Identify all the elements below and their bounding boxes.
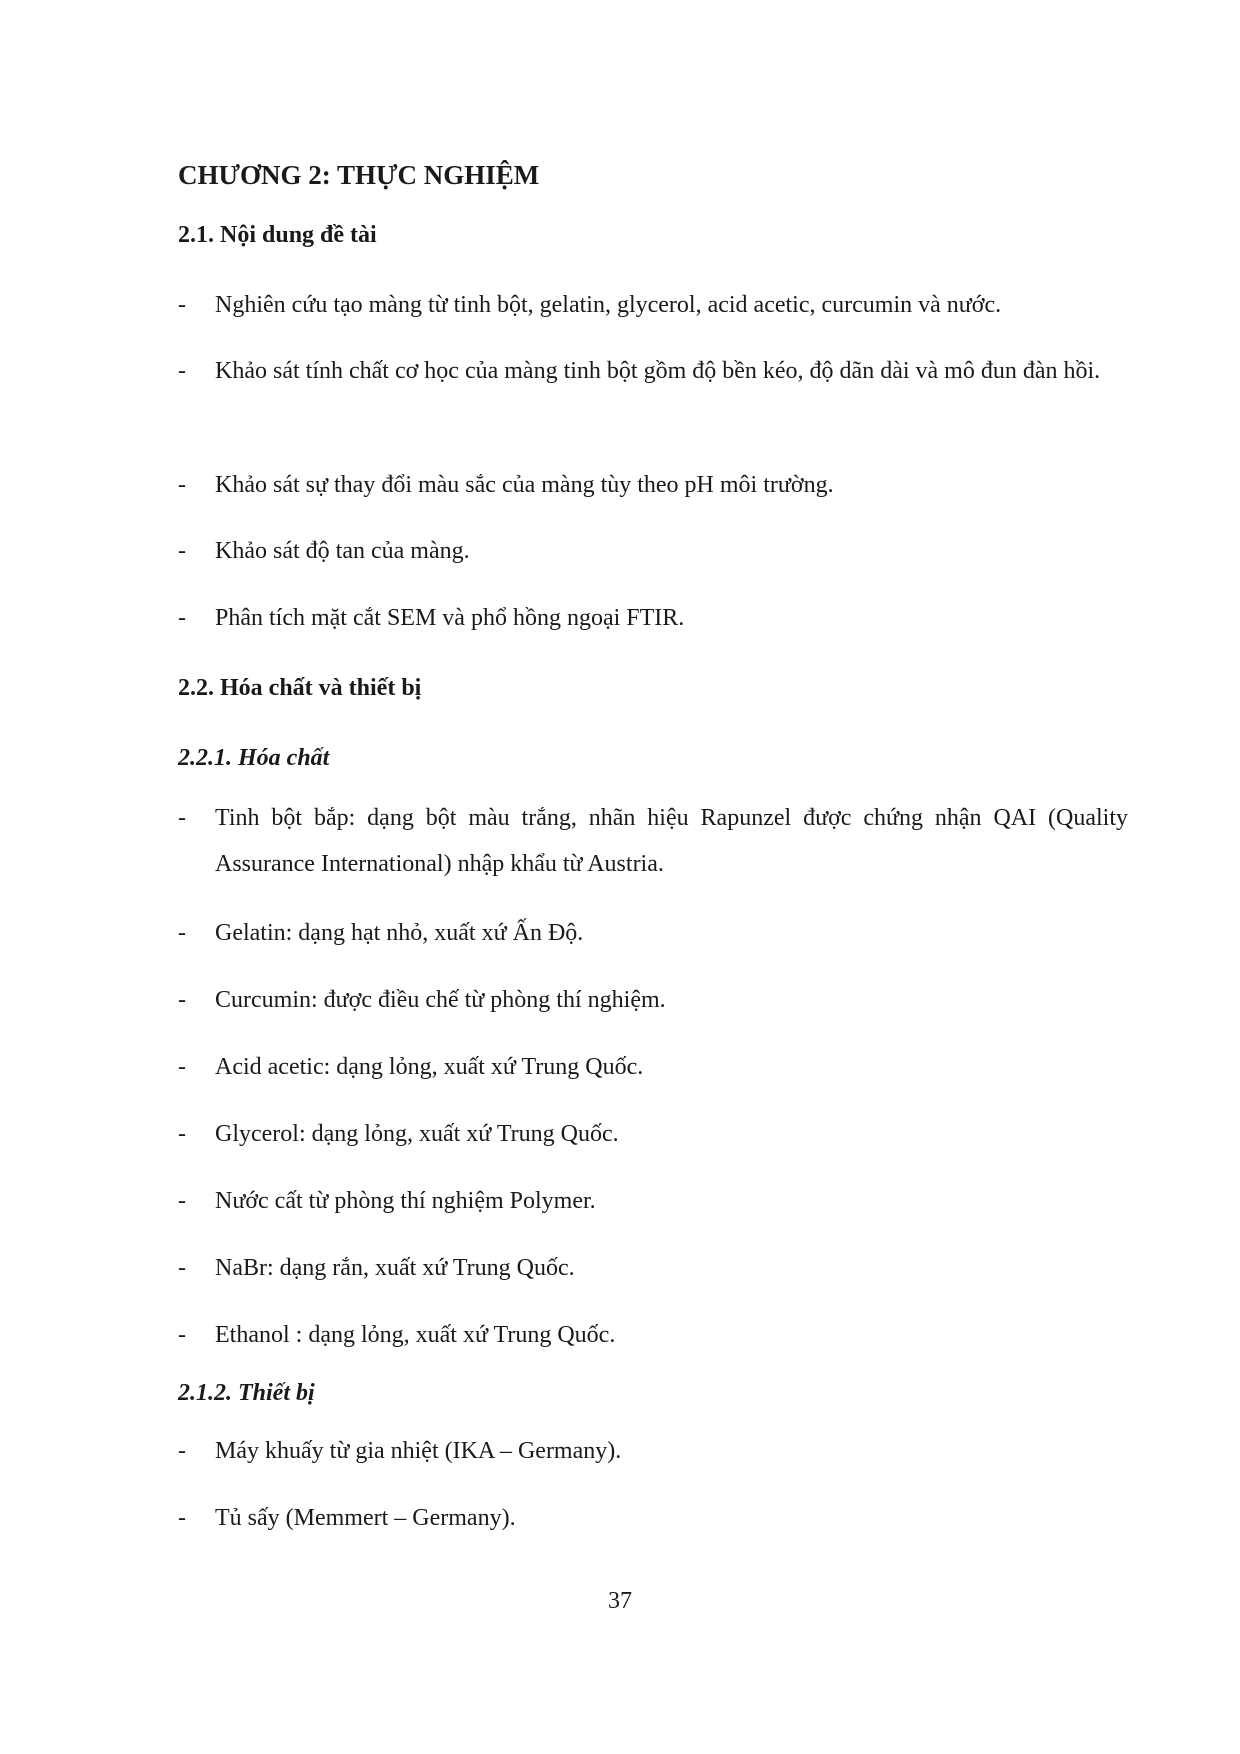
- bullet-dash: -: [178, 920, 186, 946]
- bullet-dash: -: [178, 1505, 186, 1531]
- bullet-dash: -: [178, 1054, 186, 1080]
- bullet-dash: -: [178, 1255, 186, 1281]
- list-item-text: Khảo sát độ tan của màng.: [215, 538, 470, 564]
- list-item-text: Gelatin: dạng hạt nhỏ, xuất xứ Ấn Độ.: [215, 920, 584, 946]
- bullet-dash: -: [178, 292, 186, 318]
- list-item-text: Tủ sấy (Memmert – Germany).: [215, 1505, 516, 1531]
- list-item-text: NaBr: dạng rắn, xuất xứ Trung Quốc.: [215, 1255, 575, 1281]
- list-item-text: Nghiên cứu tạo màng từ tinh bột, gelatin, glycerol, acid acetic, curcumin và nước.: [215, 292, 1002, 318]
- list-item-text: Nước cất từ phòng thí nghiệm Polymer.: [215, 1188, 596, 1214]
- bullet-dash: -: [178, 1322, 186, 1348]
- bullet-dash: -: [178, 605, 186, 631]
- list-item-text: Glycerol: dạng lỏng, xuất xứ Trung Quốc.: [215, 1121, 619, 1147]
- bullet-dash: -: [178, 358, 186, 384]
- chapter-title: CHƯƠNG 2: THỰC NGHIỆM: [178, 160, 540, 190]
- bullet-dash: -: [178, 538, 186, 564]
- chemicals-heading: 2.2.1. Hóa chất: [178, 745, 330, 771]
- section-2-2-heading: 2.2. Hóa chất và thiết bị: [178, 675, 422, 701]
- list-item-text: Acid acetic: dạng lỏng, xuất xứ Trung Quốc.: [215, 1054, 644, 1080]
- page-number: 37: [608, 1588, 632, 1614]
- list-item-text: Khảo sát sự thay đổi màu sắc của màng tùy theo pH môi trường.: [215, 472, 834, 498]
- list-item-text: Tinh bột bắp: dạng bột màu trắng, nhãn hiệu Rapunzel được chứng nhận QAI (Quality Assurance International) nhập khẩu từ Austria.: [215, 805, 1128, 877]
- bullet-dash: -: [178, 1438, 186, 1464]
- bullet-dash: -: [178, 1188, 186, 1214]
- section-2-1-heading: 2.1. Nội dung đề tài: [178, 222, 377, 248]
- bullet-dash: -: [178, 805, 186, 831]
- list-item-text: Curcumin: được điều chế từ phòng thí nghiệm.: [215, 987, 666, 1013]
- bullet-dash: -: [178, 1121, 186, 1147]
- list-item-text: Máy khuấy từ gia nhiệt (IKA – Germany).: [215, 1438, 622, 1464]
- list-item-text: Khảo sát tính chất cơ học của màng tinh bột gồm độ bền kéo, độ dãn dài và mô đun đàn hồi.: [215, 358, 1101, 384]
- list-item-text: Ethanol : dạng lỏng, xuất xứ Trung Quốc.: [215, 1322, 616, 1348]
- bullet-dash: -: [178, 472, 186, 498]
- bullet-dash: -: [178, 987, 186, 1013]
- equipment-heading: 2.1.2. Thiết bị: [178, 1380, 315, 1406]
- list-item-text: Phân tích mặt cắt SEM và phổ hồng ngoại FTIR.: [215, 605, 685, 631]
